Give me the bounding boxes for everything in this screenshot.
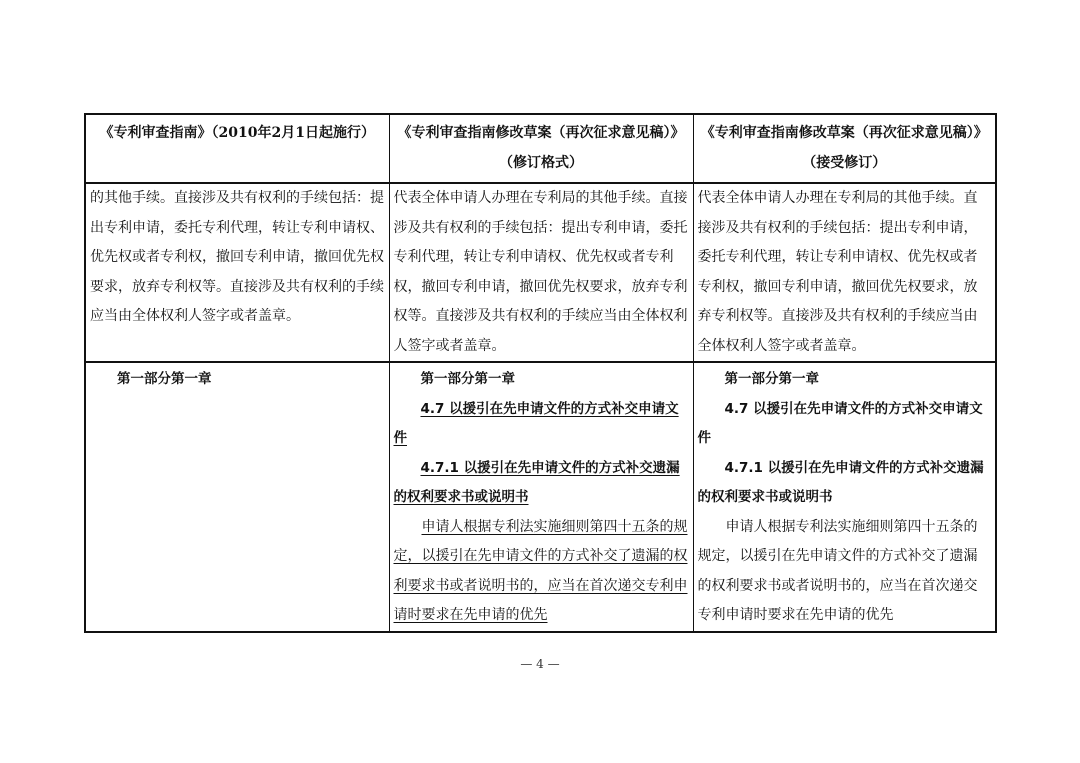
header-draft-accepted: 《专利审查指南修改草案（再次征求意见稿）》（接受修订） bbox=[693, 114, 996, 183]
header-draft-tracked: 《专利审查指南修改草案（再次征求意见稿）》（修订格式） bbox=[389, 114, 693, 183]
header-original-guide: 《专利审查指南》（2010年2月1日起施行） bbox=[85, 114, 389, 183]
table-row bbox=[85, 362, 996, 632]
cell-tracked-text: 代表全体申请人办理在专利局的其他手续。直接涉及共有权利的手续包括：提出专利申请，委托专利代理，转让专利申请权、优先权或者专利权，撤回专利申请，撤回优先权要求，放弃专利权等。直接涉及共有权利的手续应当由全体权利人签字或者盖章。 bbox=[389, 183, 693, 362]
cell-tracked-insertion bbox=[389, 362, 693, 632]
inserted-paragraph: 申请人根据专利法实施细则第四十五条的规定，以援引在先申请文件的方式补交了遗漏的权利要求书或者说明书的，应当在首次递交专利申请时要求在先申请的优先 bbox=[393, 518, 688, 623]
section-heading-4-7-1: 4.7.1 以援引在先申请文件的方式补交遗漏的权利要求书或说明书 bbox=[697, 459, 984, 505]
page-number: — 4 — bbox=[520, 657, 560, 671]
chapter-heading: 第一部分第一章 bbox=[117, 371, 212, 387]
table-row bbox=[85, 183, 996, 362]
section-heading-4-7: 4.7 以援引在先申请文件的方式补交申请文件 bbox=[697, 400, 983, 446]
comparison-table bbox=[84, 113, 997, 633]
cell-accepted-insertion bbox=[693, 362, 996, 632]
section-heading-4-7: 4.7 以援引在先申请文件的方式补交申请文件 bbox=[393, 400, 679, 446]
accepted-paragraph: 申请人根据专利法实施细则第四十五条的规定，以援引在先申请文件的方式补交了遗漏的权利要求书或者说明书的，应当在首次递交专利申请时要求在先申请的优先 bbox=[697, 518, 978, 623]
chapter-heading: 第一部分第一章 bbox=[420, 371, 515, 387]
cell-original-chapter bbox=[85, 362, 389, 632]
cell-accepted-text: 代表全体申请人办理在专利局的其他手续。直接涉及共有权利的手续包括：提出专利申请，委托专利代理，转让专利申请权、优先权或者专利权，撤回专利申请，撤回优先权要求，放弃专利权等。直接涉及共有权利的手续应当由全体权利人签字或者盖章。 bbox=[693, 183, 996, 362]
chapter-heading: 第一部分第一章 bbox=[724, 371, 819, 387]
cell-original-text: 的其他手续。直接涉及共有权利的手续包括：提出专利申请，委托专利代理，转让专利申请权、优先权或者专利权，撤回专利申请，撤回优先权要求，放弃专利权等。直接涉及共有权利的手续应当由全体权利人签字或者盖章。 bbox=[85, 183, 389, 362]
table-header-row bbox=[85, 114, 996, 183]
section-heading-4-7-1: 4.7.1 以援引在先申请文件的方式补交遗漏的权利要求书或说明书 bbox=[393, 459, 680, 505]
